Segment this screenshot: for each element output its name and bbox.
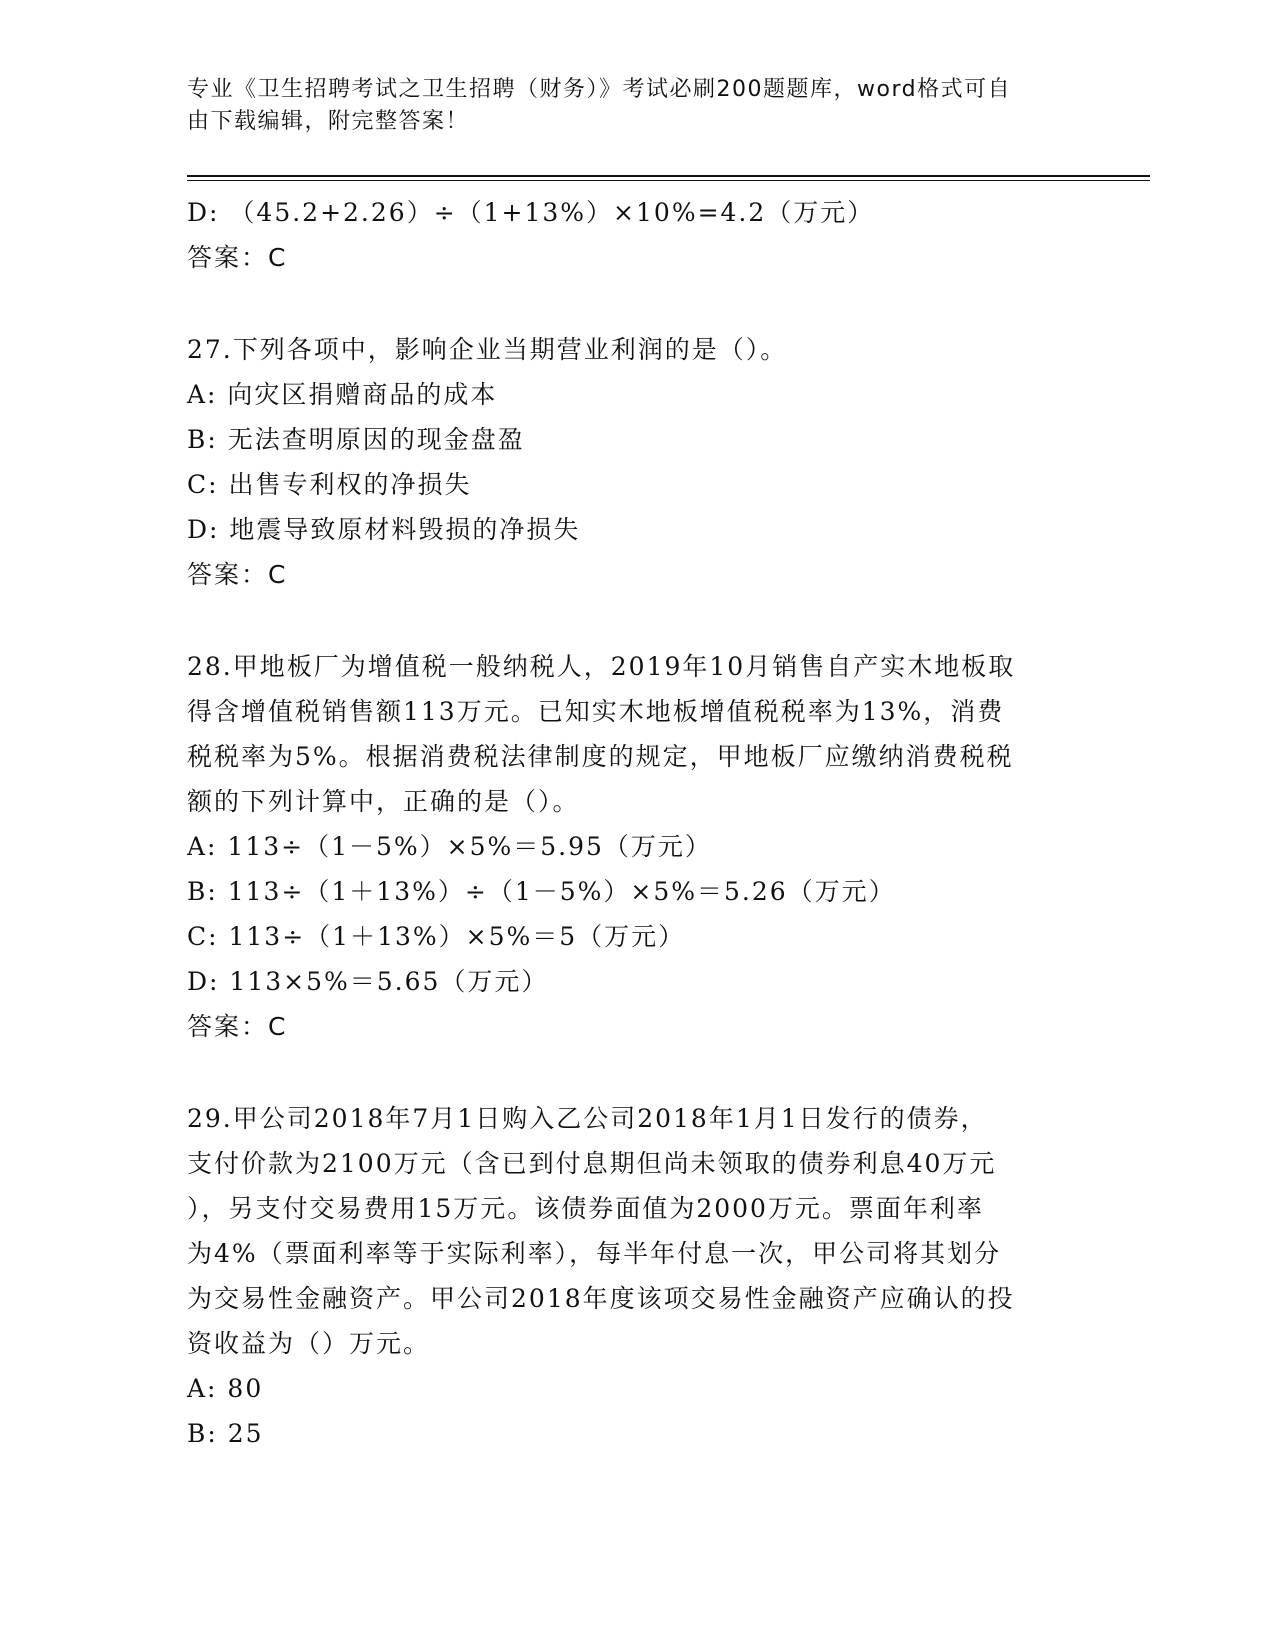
q28-stem-line-1: 28.甲地板厂为增值税一般纳税人，2019年10月销售自产实木地板取 <box>187 652 1016 681</box>
q27-stem-line: 27.下列各项中，影响企业当期营业利润的是（）。 <box>187 335 788 364</box>
q29-stem-line-6: 资收益为（）万元。 <box>187 1329 431 1358</box>
q28-option-b: B: 113÷（1＋13%）÷（1－5%）×5%＝5.26（万元） <box>187 877 896 906</box>
q29-stem-line-4: 为4%（票面利率等于实际利率），每半年付息一次，甲公司将其划分 <box>187 1239 1002 1268</box>
spacer <box>187 280 1087 327</box>
q28-stem-line-4: 额的下列计算中，正确的是（）。 <box>187 787 580 816</box>
prev-option-d: D: （45.2+2.26）÷（1+13%）×10%=4.2（万元） <box>187 198 875 227</box>
q29-option-a: A: 80 <box>187 1374 264 1403</box>
q29-stem-line-2: 支付价款为2100万元（含已到付息期但尚未领取的债券利息40万元 <box>187 1149 997 1178</box>
q29-stem-line-5: 为交易性金融资产。甲公司2018年度该项交易性金融资产应确认的投 <box>187 1284 1015 1313</box>
q28-answer: 答案：C <box>187 1012 288 1041</box>
question-27 <box>187 327 1087 597</box>
q29-stem-line-1: 29.甲公司2018年7月1日购入乙公司2018年1月1日发行的债券， <box>187 1104 988 1133</box>
question-body <box>187 190 1087 1456</box>
q27-option-a: A: 向灾区捐赠商品的成本 <box>187 380 498 409</box>
q29-stem-line-3: ），另支付交易费用15万元。该债券面值为2000万元。票面年利率 <box>187 1194 984 1223</box>
q27-option-c: C: 出售专利权的净损失 <box>187 470 472 499</box>
page-header <box>187 74 1067 138</box>
spacer <box>187 597 1087 644</box>
question-28 <box>187 644 1087 1049</box>
q28-option-d: D: 113×5%＝5.65（万元） <box>187 967 549 996</box>
q27-option-b: B: 无法查明原因的现金盘盈 <box>187 425 525 454</box>
header-line-2: 由下载编辑，附完整答案！ <box>187 109 470 134</box>
q28-stem-line-3: 税税率为5%。根据消费税法律制度的规定，甲地板厂应缴纳消费税税 <box>187 742 1014 771</box>
header-divider-thick <box>187 175 1150 177</box>
header-divider-thin <box>187 180 1150 181</box>
q28-stem-line-2: 得含增值税销售额113万元。已知实木地板增值税税率为13%，消费 <box>187 697 1005 726</box>
prev-answer: 答案：C <box>187 243 288 272</box>
q28-option-c: C: 113÷（1＋13%）×5%＝5（万元） <box>187 922 686 951</box>
question-29 <box>187 1096 1087 1456</box>
q29-option-b: B: 25 <box>187 1419 264 1448</box>
q27-option-d: D: 地震导致原材料毁损的净损失 <box>187 515 581 544</box>
q27-answer: 答案：C <box>187 560 288 589</box>
q28-option-a: A: 113÷（1－5%）×5%＝5.95（万元） <box>187 832 712 861</box>
header-line-1: 专业《卫生招聘考试之卫生招聘（财务）》考试必刷200题题库，word格式可自 <box>187 77 1012 102</box>
spacer <box>187 1049 1087 1096</box>
